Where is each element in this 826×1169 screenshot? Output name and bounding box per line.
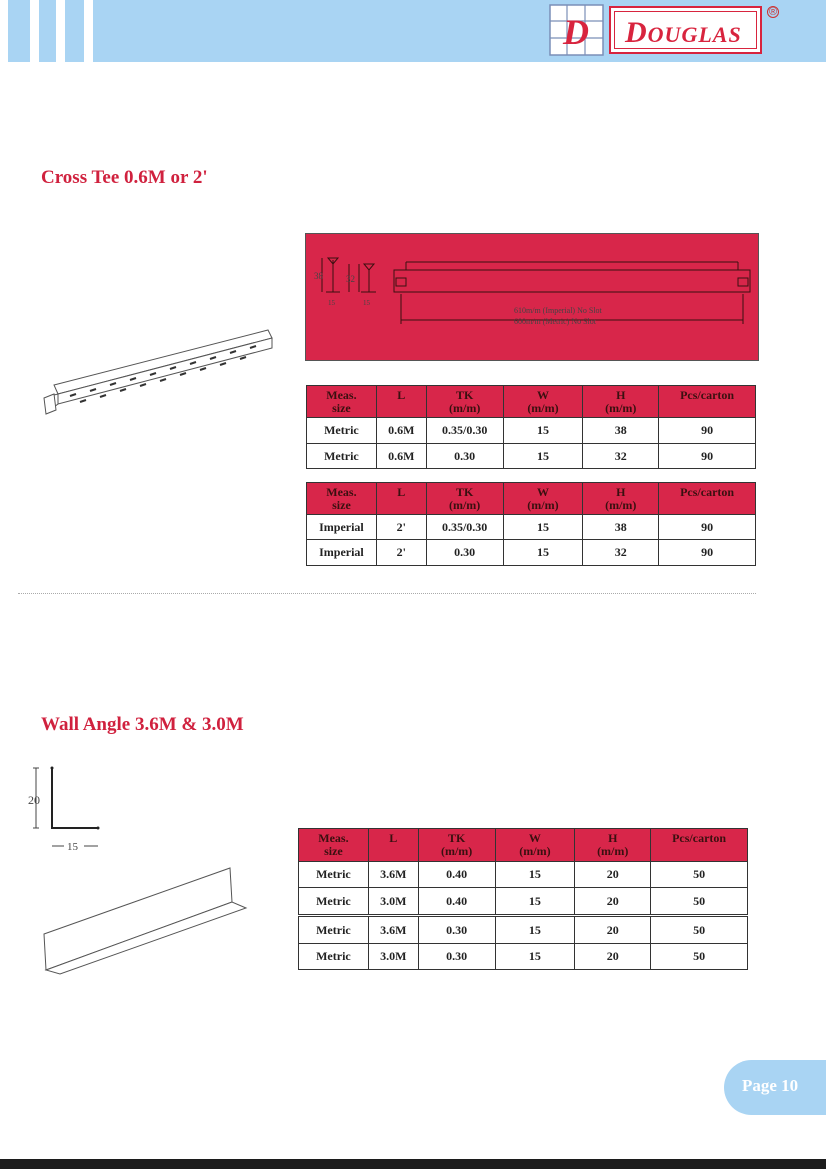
cell: 20	[575, 862, 651, 888]
cell: Metric	[307, 444, 377, 469]
cell: 3.6M	[368, 862, 418, 888]
dim-height-20: 20	[28, 793, 40, 807]
cell: 2'	[376, 540, 426, 566]
header-meas-size: Meas. size	[299, 829, 369, 862]
cell: 90	[659, 444, 756, 469]
cell: 90	[659, 540, 756, 566]
cell: 3.0M	[368, 944, 418, 970]
page-number: Page 10	[742, 1076, 799, 1095]
cell: Metric	[299, 916, 369, 944]
header-pcs-carton: Pcs/carton	[659, 483, 756, 515]
cell: 38	[583, 418, 659, 444]
cell: 15	[495, 862, 575, 888]
length-imperial-label: 610m/m (Imperial) No Slot	[514, 306, 602, 315]
header-l: L	[368, 829, 418, 862]
cross-tee-metric-table	[306, 385, 756, 469]
header-h: H (m/m)	[583, 386, 659, 418]
header-w: W (m/m)	[503, 386, 583, 418]
dim-width-15a: 15	[328, 299, 335, 307]
cell: Metric	[307, 418, 377, 444]
header-stripe	[0, 0, 8, 62]
cell: Metric	[299, 944, 369, 970]
header-stripe	[56, 0, 65, 62]
cell: 0.30	[426, 444, 503, 469]
cell: 20	[575, 944, 651, 970]
header-tk: TK (m/m)	[426, 386, 503, 418]
dim-height-32: 32	[346, 274, 355, 284]
bottom-bar	[0, 1159, 826, 1169]
table-row	[307, 540, 756, 566]
dim-width-15: 15	[67, 841, 78, 853]
table-row	[299, 888, 748, 916]
header-h: H (m/m)	[583, 483, 659, 515]
header-meas-size: Meas. size	[307, 386, 377, 418]
cell: 15	[495, 888, 575, 916]
table-row	[307, 444, 756, 469]
header-w: W (m/m)	[503, 483, 583, 515]
cell: 0.40	[418, 888, 495, 916]
table-header-row	[307, 386, 756, 418]
table-row	[307, 515, 756, 540]
cell: 32	[583, 540, 659, 566]
cell: 0.30	[418, 944, 495, 970]
header-meas-size: Meas. size	[307, 483, 377, 515]
cell: 50	[651, 916, 748, 944]
length-metric-label: 600m/m (Metric) No Slot	[514, 317, 596, 326]
header-stripe	[84, 0, 93, 62]
cell: 0.6M	[376, 418, 426, 444]
cell: 38	[583, 515, 659, 540]
header-l: L	[376, 386, 426, 418]
table-header-row	[299, 829, 748, 862]
cell: 32	[583, 444, 659, 469]
cell: 3.0M	[368, 888, 418, 916]
wall-angle-profile-drawing	[24, 762, 114, 856]
header-tk: TK (m/m)	[426, 483, 503, 515]
dim-width-15b: 15	[363, 299, 370, 307]
brand-wordmark	[609, 6, 762, 54]
cell: 90	[659, 418, 756, 444]
cell: 20	[575, 888, 651, 916]
wall-angle-table	[298, 828, 748, 970]
header-w: W (m/m)	[495, 829, 575, 862]
wall-angle-title: Wall Angle 3.6M & 3.0M	[41, 714, 244, 735]
header-pcs-carton: Pcs/carton	[651, 829, 748, 862]
header-stripe	[30, 0, 39, 62]
cell: 0.6M	[376, 444, 426, 469]
dim-height-38: 38	[314, 271, 323, 281]
registered-mark: ®	[768, 6, 778, 18]
cell: 0.30	[418, 916, 495, 944]
cell: Metric	[299, 862, 369, 888]
header-pcs-carton: Pcs/carton	[659, 386, 756, 418]
cell: 15	[503, 418, 583, 444]
brand-logo-mark	[549, 4, 604, 56]
table-row	[307, 418, 756, 444]
cross-tee-imperial-table	[306, 482, 756, 566]
header-tk: TK (m/m)	[418, 829, 495, 862]
cell: 15	[503, 515, 583, 540]
cell: Imperial	[307, 540, 377, 566]
cell: 90	[659, 515, 756, 540]
section-divider	[18, 593, 756, 594]
cross-tee-illustration	[40, 320, 290, 435]
wall-angle-illustration	[40, 862, 252, 977]
cell: 0.35/0.30	[426, 515, 503, 540]
cell: 15	[495, 944, 575, 970]
cell: Imperial	[307, 515, 377, 540]
table-row	[299, 944, 748, 970]
cell: 0.35/0.30	[426, 418, 503, 444]
page-number-badge	[724, 1060, 826, 1115]
cell: 15	[495, 916, 575, 944]
cell: 20	[575, 916, 651, 944]
cross-tee-title: Cross Tee 0.6M or 2'	[41, 167, 208, 188]
cell: 3.6M	[368, 916, 418, 944]
header-l: L	[376, 483, 426, 515]
cell: 50	[651, 944, 748, 970]
brand-name: DOUGLAS	[625, 16, 742, 49]
logo-initial: D	[563, 12, 589, 52]
table-header-row	[307, 483, 756, 515]
table-row	[299, 916, 748, 944]
cell: Metric	[299, 888, 369, 916]
cell: 2'	[376, 515, 426, 540]
cross-tee-diagram-panel	[305, 233, 759, 361]
cell: 50	[651, 862, 748, 888]
cell: 50	[651, 888, 748, 916]
header-h: H (m/m)	[575, 829, 651, 862]
cross-tee-profile-drawing	[306, 234, 758, 360]
table-row	[299, 862, 748, 888]
cell: 0.30	[426, 540, 503, 566]
cell: 15	[503, 444, 583, 469]
cell: 0.40	[418, 862, 495, 888]
cell: 15	[503, 540, 583, 566]
